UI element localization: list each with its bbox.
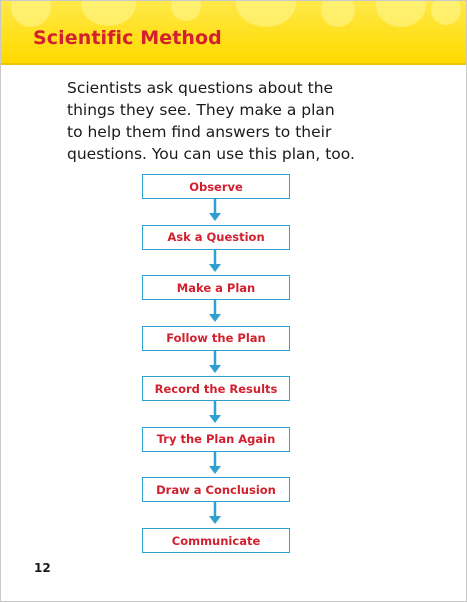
step-communicate: Communicate <box>142 528 290 553</box>
step-draw-a-conclusion: Draw a Conclusion <box>142 477 290 502</box>
scientific-method-flowchart <box>1 1 467 603</box>
intro-line: Scientists ask questions about the <box>67 79 334 97</box>
intro-line: questions. You can use this plan, too. <box>67 145 355 163</box>
step-try-the-plan-again: Try the Plan Again <box>142 427 290 452</box>
step-follow-the-plan: Follow the Plan <box>142 326 290 351</box>
down-arrow-icon <box>208 502 222 527</box>
down-arrow-icon <box>208 401 222 426</box>
down-arrow-icon <box>208 250 222 275</box>
down-arrow-icon <box>208 199 222 224</box>
step-ask-a-question: Ask a Question <box>142 225 290 250</box>
down-arrow-icon <box>208 452 222 477</box>
section-title: Scientific Method <box>33 27 222 49</box>
step-make-a-plan: Make a Plan <box>142 275 290 300</box>
intro-line: to help them find answers to their <box>67 123 332 141</box>
step-record-the-results: Record the Results <box>142 376 290 401</box>
down-arrow-icon <box>208 351 222 376</box>
step-observe: Observe <box>142 174 290 199</box>
down-arrow-icon <box>208 300 222 325</box>
intro-line: things they see. They make a plan <box>67 101 335 119</box>
page-number: 12 <box>34 561 51 575</box>
